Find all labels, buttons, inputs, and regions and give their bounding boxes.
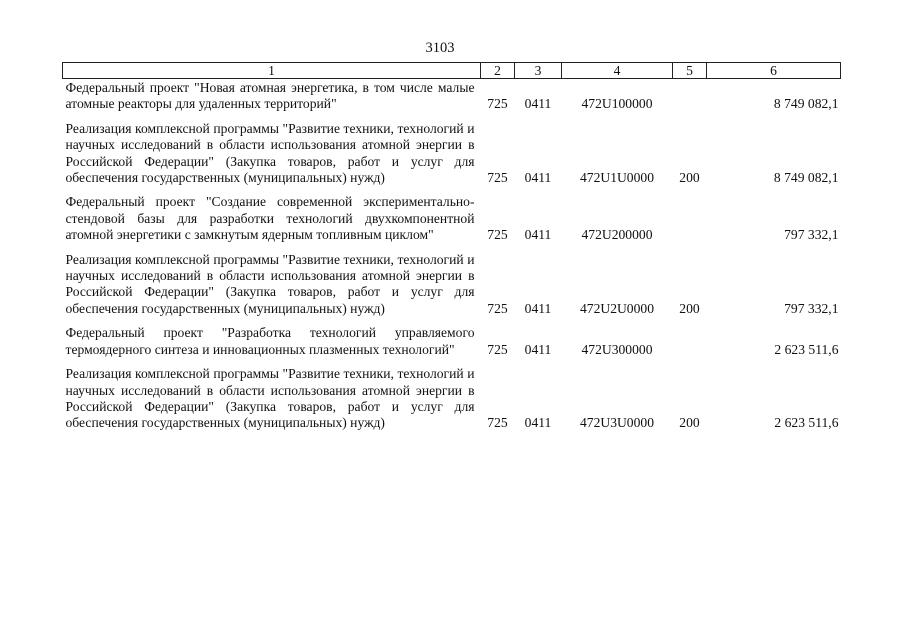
row-section-code: 0411 <box>524 170 552 186</box>
row-ministry-code: 725 <box>487 227 508 243</box>
page-number: 3103 <box>425 40 455 56</box>
row-target-code: 472U200000 <box>581 227 653 243</box>
row-ministry-code: 725 <box>487 170 508 186</box>
column-header: 1 <box>63 63 481 79</box>
row-section-code: 0411 <box>524 415 552 431</box>
row-expense-type: 200 <box>679 300 700 316</box>
row-ministry-code: 725 <box>487 300 508 316</box>
column-header: 5 <box>673 63 707 79</box>
row-section-code: 0411 <box>524 300 552 316</box>
column-header: 3 <box>515 63 562 79</box>
row-amount: 2 623 511,6 <box>774 341 839 357</box>
row-section-code: 0411 <box>524 341 552 357</box>
row-amount: 797 332,1 <box>784 227 839 243</box>
row-ministry-code: 725 <box>487 341 508 357</box>
row-name: Реализация комплексной программы "Развитие техники, технологий и научных исследований в области использования атомной энергии в Российской Федерации" (Закупка товаров, работ и услуг для обеспечения государственных (муниципальных) нужд) <box>65 251 475 316</box>
row-target-code: 472U2U0000 <box>579 300 654 316</box>
row-expense-type: 200 <box>679 415 700 431</box>
row-expense-type <box>673 79 707 119</box>
row-expense-type: 200 <box>679 170 700 186</box>
row-amount: 797 332,1 <box>784 300 839 316</box>
row-name: Федеральный проект "Создание современной экспериментально-стендовой базы для разработки технологий двухкомпонентной атомной энергетики с замкнутым ядерным топливным циклом" <box>65 194 475 243</box>
row-amount: 8 749 082,1 <box>773 170 839 186</box>
table-row <box>63 250 841 324</box>
row-name: Реализация комплексной программы "Развитие техники, технологий и научных исследований в области использования атомной энергии в Российской Федерации" (Закупка товаров, работ и услуг для обеспечения государственных (муниципальных) нужд) <box>65 366 475 431</box>
row-section-code: 0411 <box>524 96 552 112</box>
row-amount: 2 623 511,6 <box>774 415 839 431</box>
row-expense-type <box>673 192 707 249</box>
row-name: Федеральный проект "Новая атомная энергетика, в том числе малые атомные реакторы для удаленных территорий" <box>65 80 475 112</box>
row-target-code: 472U3U0000 <box>579 415 654 431</box>
row-name: Реализация комплексной программы "Развитие техники, технологий и научных исследований в области использования атомной энергии в Российской Федерации" (Закупка товаров, работ и услуг для обеспечения государственных (муниципальных) нужд) <box>65 120 475 186</box>
row-ministry-code: 725 <box>487 415 508 431</box>
table-row <box>63 192 841 249</box>
table-row <box>63 79 841 119</box>
column-header: 2 <box>481 63 515 79</box>
row-expense-type <box>673 323 707 364</box>
row-name: Федеральный проект "Разработка технологий управляемого термоядерного синтеза и инновационных плазменных технологий" <box>65 325 475 357</box>
table-row <box>63 364 841 438</box>
table-header-row <box>63 63 841 79</box>
table-row <box>63 323 841 364</box>
column-header: 6 <box>707 63 841 79</box>
row-target-code: 472U1U0000 <box>579 170 654 186</box>
budget-table <box>62 62 841 438</box>
row-section-code: 0411 <box>524 227 552 243</box>
row-target-code: 472U300000 <box>581 341 653 357</box>
row-target-code: 472U100000 <box>581 96 653 112</box>
row-amount: 8 749 082,1 <box>773 96 839 112</box>
column-header: 4 <box>562 63 673 79</box>
table-row <box>63 119 841 193</box>
row-ministry-code: 725 <box>487 96 508 112</box>
